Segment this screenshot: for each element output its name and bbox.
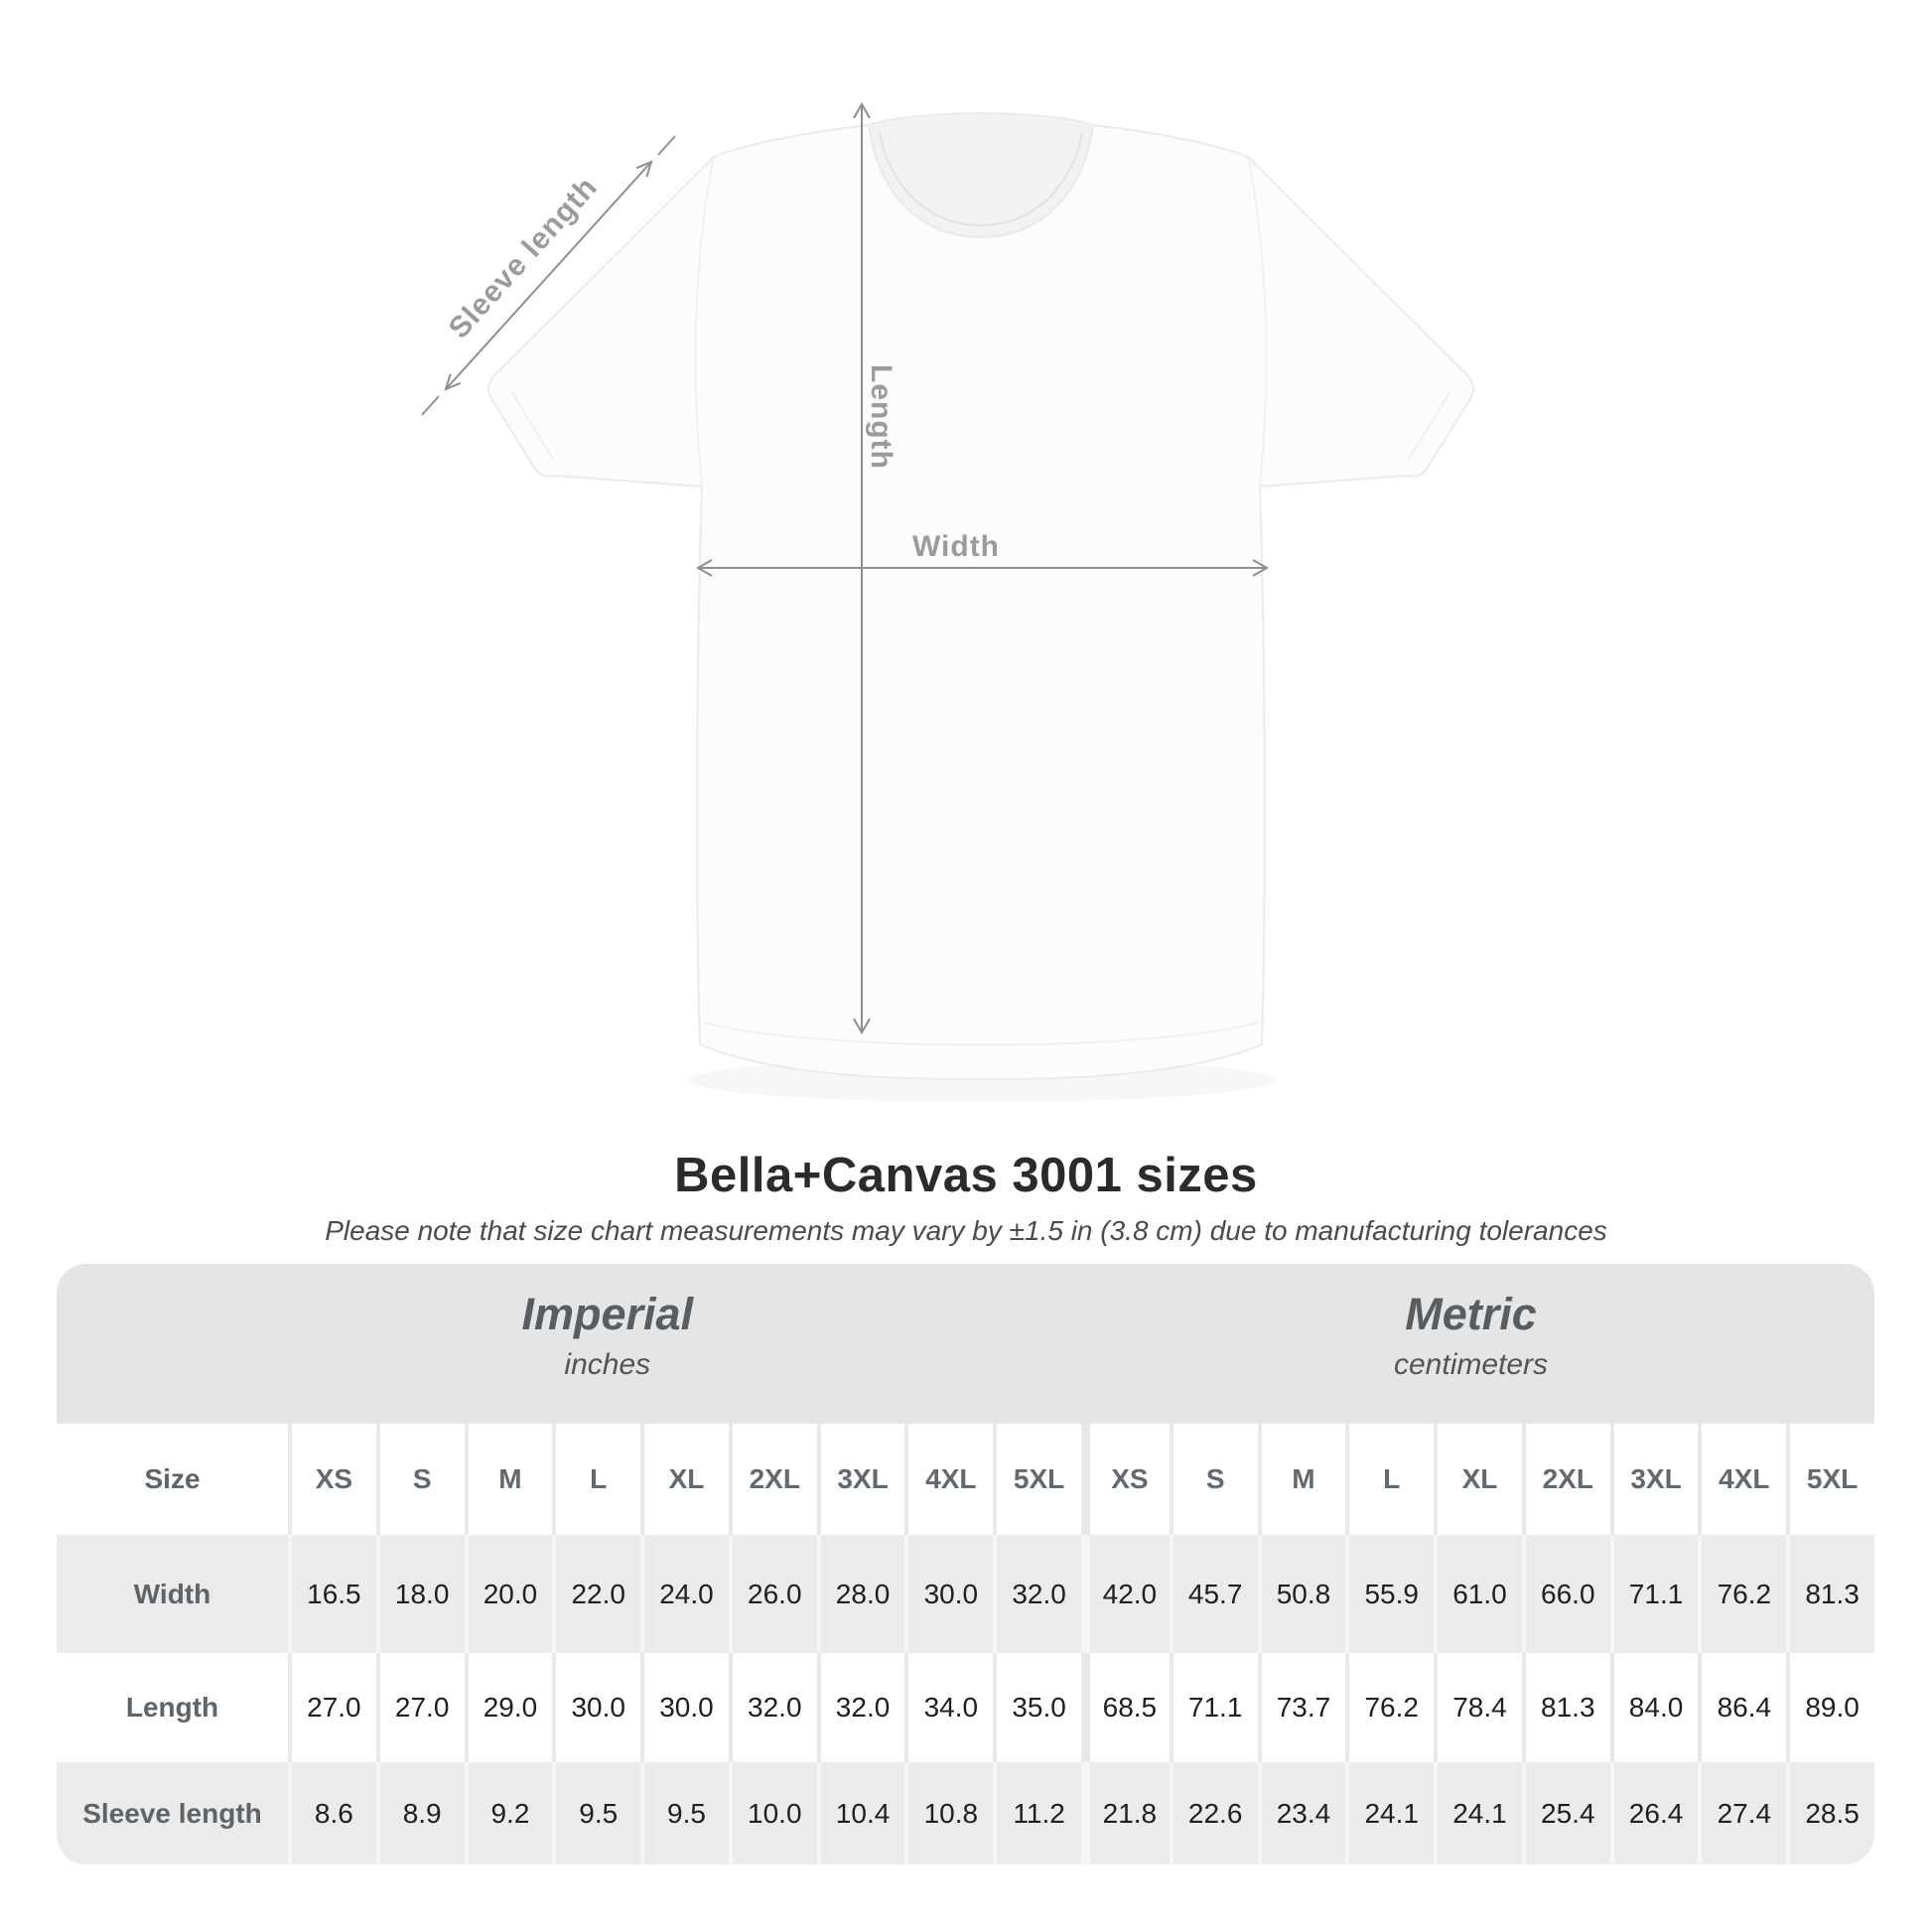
width-imperial-value: 22.0 xyxy=(552,1535,640,1653)
length-label: Length xyxy=(865,364,897,470)
sleeve-imperial-value: 8.9 xyxy=(376,1762,465,1864)
sleeve-length-label: Sleeve length xyxy=(442,170,605,345)
sleeve-imperial-value: 10.8 xyxy=(904,1762,993,1864)
size-row-label: Size xyxy=(144,1463,201,1494)
imperial-size-header: 5XL xyxy=(993,1424,1081,1535)
length-metric-value: 78.4 xyxy=(1434,1653,1522,1762)
imperial-section-header xyxy=(521,1290,693,1382)
imperial-label: Imperial xyxy=(521,1289,694,1339)
table-row-width xyxy=(57,1535,1874,1653)
metric-section-header xyxy=(1394,1290,1548,1382)
length-metric-value: 73.7 xyxy=(1258,1653,1346,1762)
shirt-outline xyxy=(488,125,1473,1079)
sleeve-metric-value: 21.8 xyxy=(1081,1762,1170,1864)
sleeve-imperial-value: 9.5 xyxy=(552,1762,640,1864)
imperial-size-header: XS xyxy=(288,1424,376,1535)
sleeve-imperial-value: 9.2 xyxy=(465,1762,553,1864)
width-imperial-value: 24.0 xyxy=(640,1535,729,1653)
width-metric-value: 71.1 xyxy=(1610,1535,1699,1653)
imperial-size-header: 4XL xyxy=(904,1424,993,1535)
imperial-size-header: XL xyxy=(640,1424,729,1535)
width-metric-value: 50.8 xyxy=(1258,1535,1346,1653)
sleeve-metric-value: 27.4 xyxy=(1698,1762,1786,1864)
sleeve-metric-value: 26.4 xyxy=(1610,1762,1699,1864)
imperial-size-header: M xyxy=(465,1424,553,1535)
tolerance-note: Please note that size chart measurements may vary by ±1.5 in (3.8 cm) due to manufacturing tolerances xyxy=(325,1215,1607,1246)
imperial-size-header: 3XL xyxy=(817,1424,905,1535)
width-metric-value: 55.9 xyxy=(1345,1535,1434,1653)
length-imperial-value: 35.0 xyxy=(993,1653,1081,1762)
table-row-sleeve-length xyxy=(57,1762,1874,1864)
metric-size-header: XS xyxy=(1081,1424,1170,1535)
metric-size-header: S xyxy=(1170,1424,1258,1535)
metric-unit: centimeters xyxy=(1393,1347,1549,1381)
length-imperial-value: 27.0 xyxy=(376,1653,465,1762)
length-metric-value: 89.0 xyxy=(1786,1653,1874,1762)
width-metric-value: 61.0 xyxy=(1434,1535,1522,1653)
length-metric-value: 86.4 xyxy=(1698,1653,1786,1762)
metric-size-header: M xyxy=(1258,1424,1346,1535)
width-metric-value: 81.3 xyxy=(1786,1535,1874,1653)
metric-label: Metric xyxy=(1405,1289,1537,1339)
sleeve-metric-value: 22.6 xyxy=(1170,1762,1258,1864)
metric-size-header: 3XL xyxy=(1610,1424,1699,1535)
metric-size-header: 2XL xyxy=(1522,1424,1610,1535)
sleeve-imperial-value: 10.4 xyxy=(817,1762,905,1864)
sleeve-row-label: Sleeve length xyxy=(82,1797,262,1829)
width-imperial-value: 26.0 xyxy=(729,1535,817,1653)
sleeve-metric-value: 23.4 xyxy=(1258,1762,1346,1864)
metric-size-header: XL xyxy=(1434,1424,1522,1535)
width-metric-value: 42.0 xyxy=(1081,1535,1170,1653)
width-imperial-value: 30.0 xyxy=(904,1535,993,1653)
imperial-size-header: 2XL xyxy=(729,1424,817,1535)
width-metric-value: 45.7 xyxy=(1170,1535,1258,1653)
length-imperial-value: 27.0 xyxy=(288,1653,376,1762)
length-imperial-value: 30.0 xyxy=(640,1653,729,1762)
width-row-label: Width xyxy=(133,1578,211,1609)
table-row-length xyxy=(57,1653,1874,1762)
sleeve-imperial-value: 8.6 xyxy=(288,1762,376,1864)
tshirt-diagram xyxy=(417,79,1529,1112)
length-imperial-value: 32.0 xyxy=(729,1653,817,1762)
length-metric-value: 81.3 xyxy=(1522,1653,1610,1762)
imperial-size-header: S xyxy=(376,1424,465,1535)
sleeve-imperial-value: 10.0 xyxy=(729,1762,817,1864)
sleeve-metric-value: 25.4 xyxy=(1522,1762,1610,1864)
size-table xyxy=(57,1264,1874,1864)
length-metric-value: 68.5 xyxy=(1081,1653,1170,1762)
length-metric-value: 76.2 xyxy=(1345,1653,1434,1762)
metric-size-header: 4XL xyxy=(1698,1424,1786,1535)
width-imperial-value: 18.0 xyxy=(376,1535,465,1653)
width-metric-value: 66.0 xyxy=(1522,1535,1610,1653)
sleeve-metric-value: 24.1 xyxy=(1345,1762,1434,1864)
width-imperial-value: 32.0 xyxy=(993,1535,1081,1653)
width-imperial-value: 16.5 xyxy=(288,1535,376,1653)
tshirt-graphic xyxy=(417,79,1529,1112)
length-imperial-value: 30.0 xyxy=(552,1653,640,1762)
table-row-sizes xyxy=(57,1424,1874,1535)
unit-header-band xyxy=(57,1264,1874,1424)
length-row-label: Length xyxy=(125,1692,219,1723)
length-imperial-value: 29.0 xyxy=(465,1653,553,1762)
length-metric-value: 84.0 xyxy=(1610,1653,1699,1762)
page-title: Bella+Canvas 3001 sizes xyxy=(674,1149,1258,1202)
sleeve-metric-value: 24.1 xyxy=(1434,1762,1522,1864)
sleeve-imperial-value: 11.2 xyxy=(993,1762,1081,1864)
imperial-unit: inches xyxy=(564,1347,651,1381)
length-imperial-value: 34.0 xyxy=(904,1653,993,1762)
sleeve-imperial-value: 9.5 xyxy=(640,1762,729,1864)
width-imperial-value: 20.0 xyxy=(465,1535,553,1653)
length-imperial-value: 32.0 xyxy=(817,1653,905,1762)
length-metric-value: 71.1 xyxy=(1170,1653,1258,1762)
sleeve-metric-value: 28.5 xyxy=(1786,1762,1874,1864)
width-imperial-value: 28.0 xyxy=(817,1535,905,1653)
width-label: Width xyxy=(911,530,1001,563)
width-metric-value: 76.2 xyxy=(1698,1535,1786,1653)
metric-size-header: 5XL xyxy=(1786,1424,1874,1535)
imperial-size-header: L xyxy=(552,1424,640,1535)
metric-size-header: L xyxy=(1345,1424,1434,1535)
